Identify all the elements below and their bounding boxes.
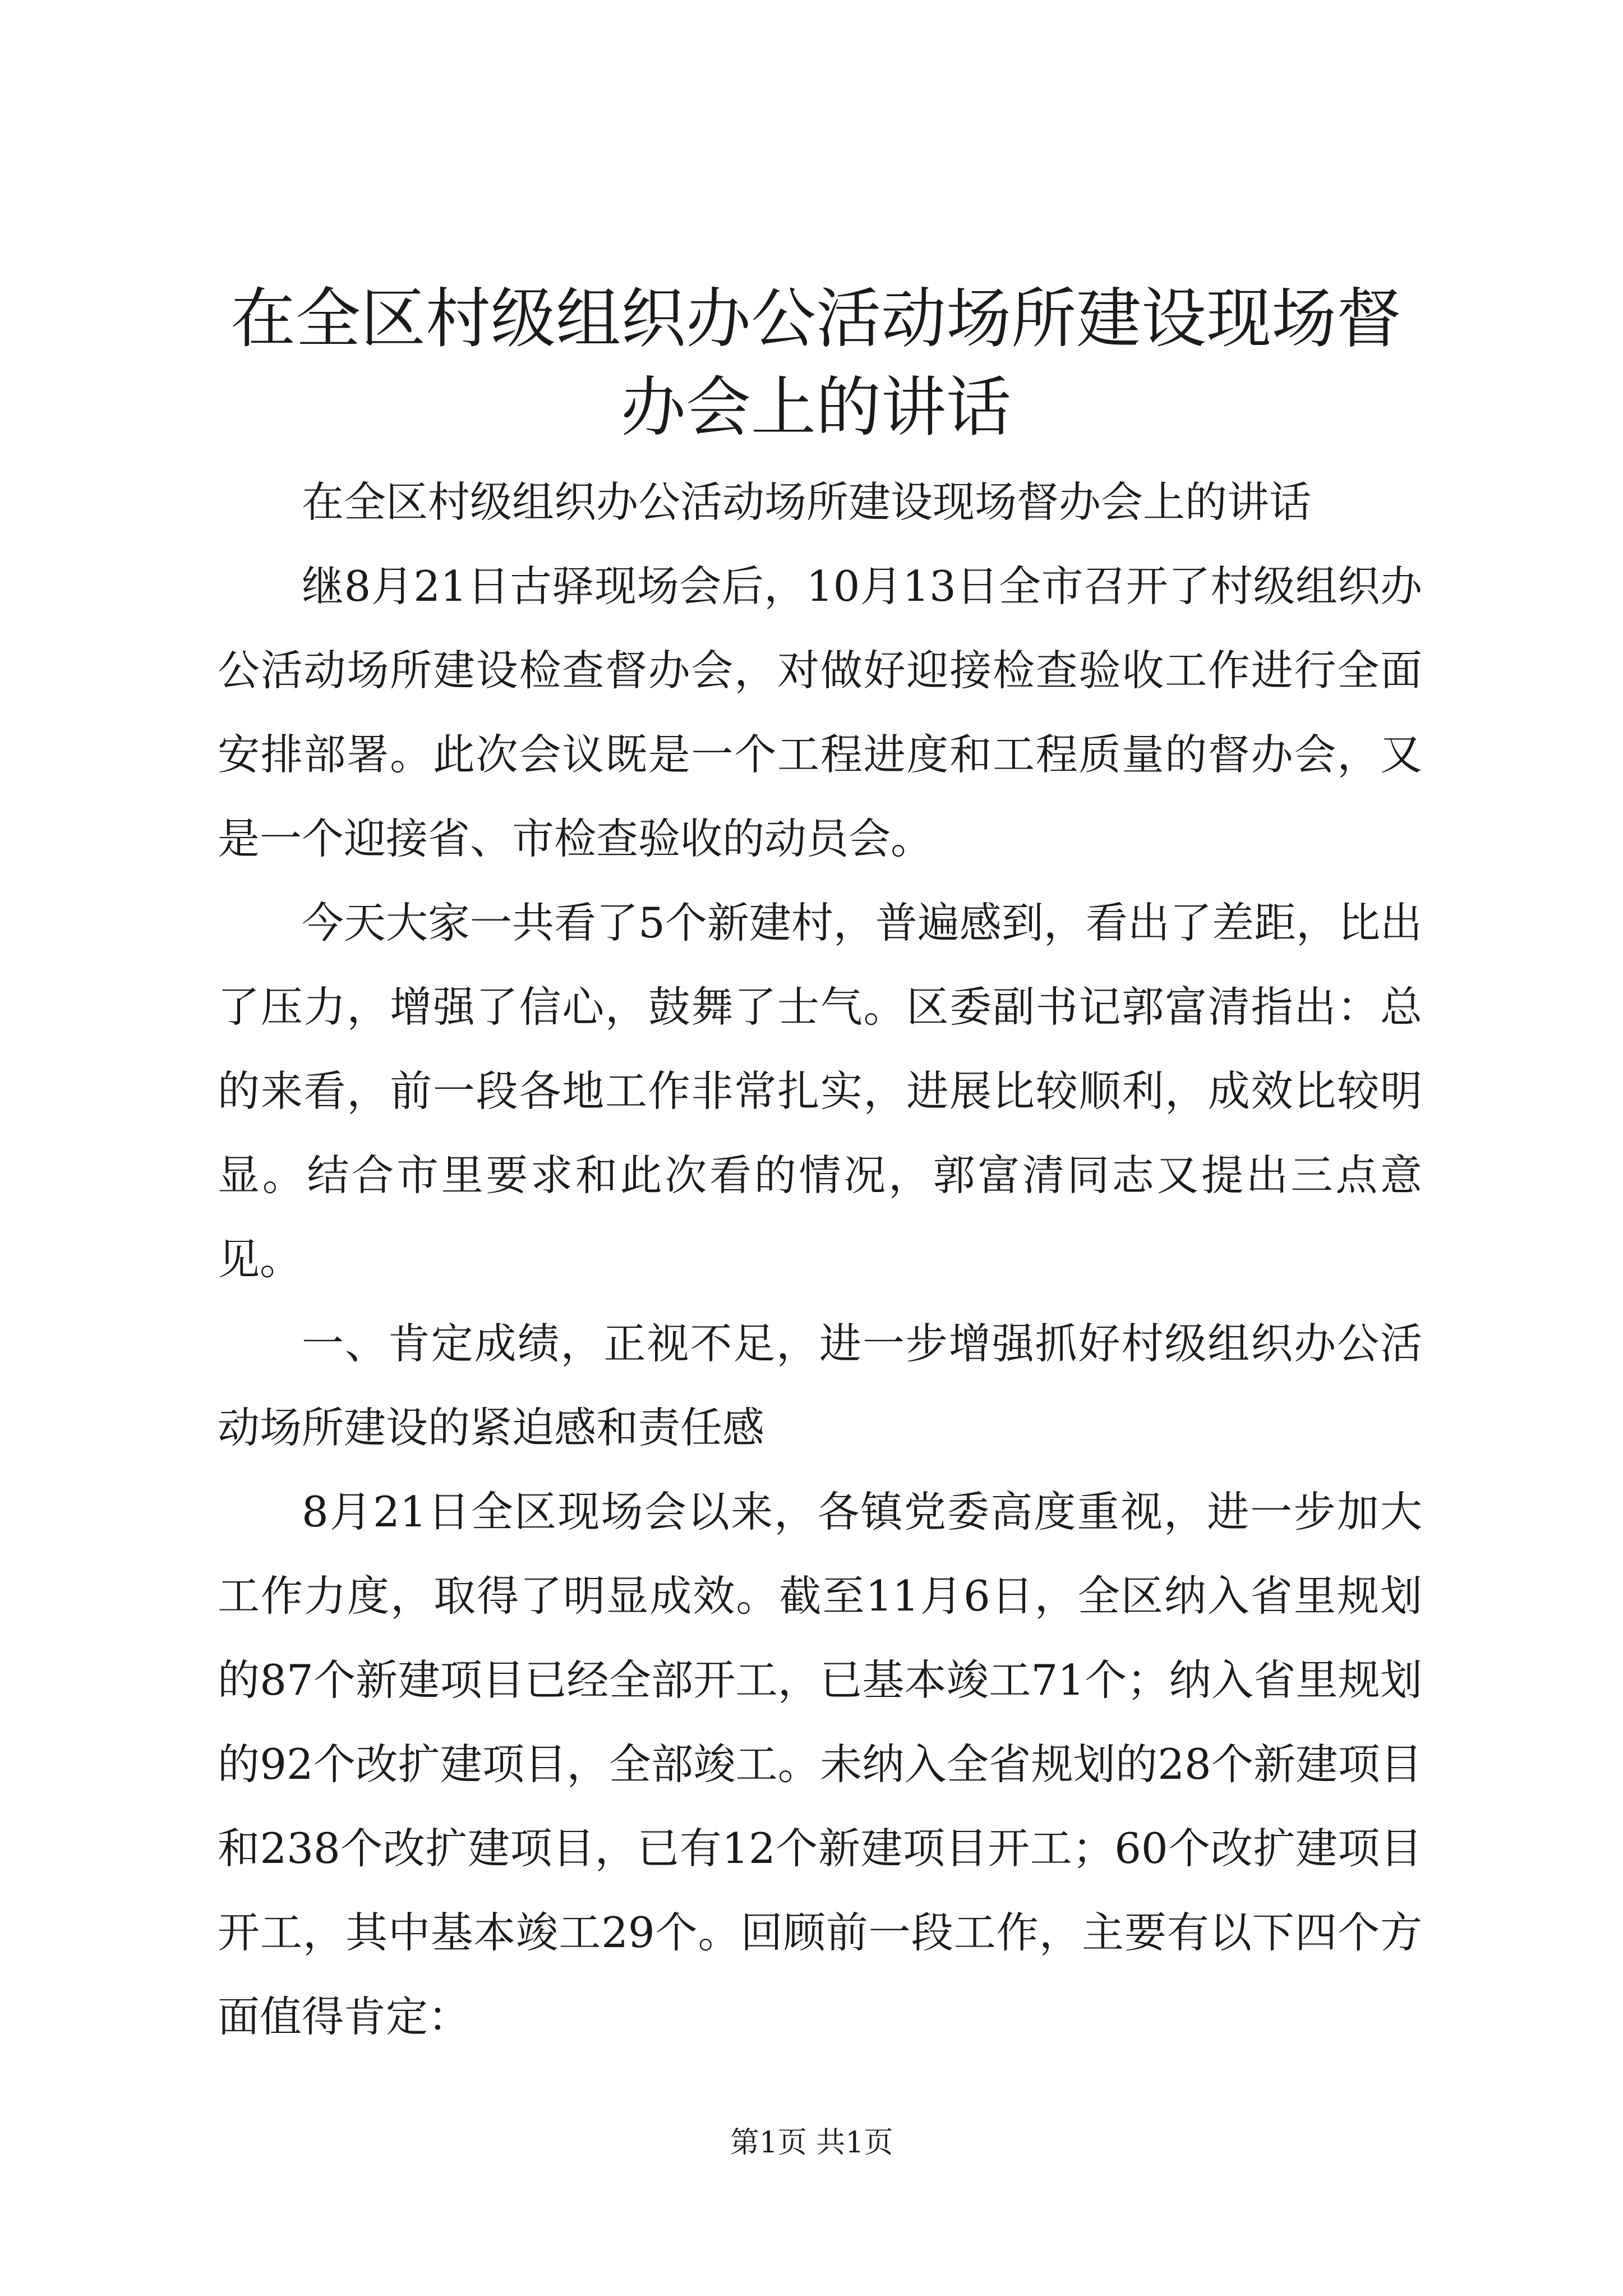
document-title: 在全区村级组织办公活动场所建设现场督办会上的讲话 xyxy=(230,281,1401,445)
paragraph-subtitle: 在全区村级组织办公活动场所建设现场督办会上的讲话 xyxy=(302,477,1312,527)
paragraph-section-heading: 一、肯定成绩，正视不足，进一步增强抓好村级组织办公活动场所建设的紧迫感和责任感 xyxy=(218,1319,1422,1452)
paragraph-progress-report: 8月21日全区现场会以来，各镇党委高度重视，进一步加大工作力度，取得了明显成效。截至11月6日，全区纳入省里规划的87个新建项目已经全部开工，已基本竣工71个；纳入省里规划的92个改扩建项目，全部竣工。未纳入全省规划的28个新建项目和238个改扩建项目，已有12个新建项目开工；60个改扩建项目开工，其中基本竣工29个。回顾前一段工作，主要有以下四个方面值得肯定： xyxy=(218,1487,1422,2041)
page-footer: 第1页 共1页 xyxy=(730,2126,893,2160)
paragraph-meeting-intro: 继8月21日古驿现场会后，10月13日全市召开了村级组织办公活动场所建设检查督办会，对做好迎接检查验收工作进行全面安排部署。此次会议既是一个工程进度和工程质量的督办会，又是一个迎接省、市检查验收的动员会。 xyxy=(218,562,1422,863)
document-body xyxy=(218,460,1422,2059)
paragraph-site-visit: 今天大家一共看了5个新建村，普遍感到，看出了差距，比出了压力，增强了信心，鼓舞了士气。区委副书记郭富清指出：总的来看，前一段各地工作非常扎实，进展比较顺利，成效比较明显。结合市里要求和此次看的情况，郭富清同志又提出三点意见。 xyxy=(218,898,1422,1284)
